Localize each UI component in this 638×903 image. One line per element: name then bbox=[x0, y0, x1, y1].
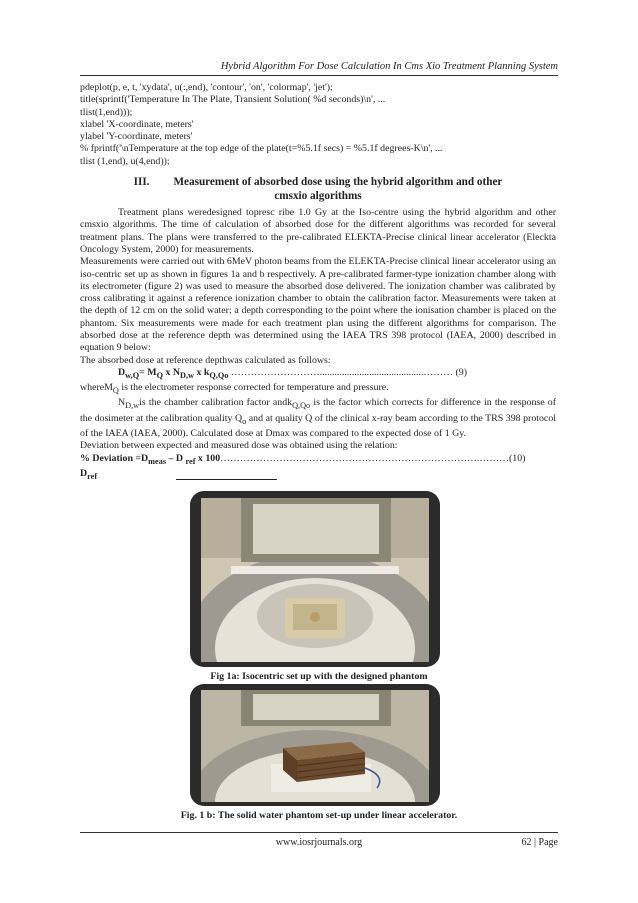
section-heading bbox=[80, 176, 556, 203]
section-title-line1: Measurement of absorbed dose using the hybrid algorithm and other bbox=[173, 176, 503, 189]
paragraph: Treatment plans weredesigned topresc ribe 1.0 Gy at the Iso-centre using the hybrid algorithm and other cmsxio algorithms. The time of calculation of absorbed dose for the different algorithms was recorded for several treatment plans. The plans were transferred to the pre-calibrated ELEKTA-Precise clinical linear accelerator (Eleckta Oncology System, 2000) for measurements. bbox=[80, 207, 556, 255]
paragraph: Measurements were carried out with 6MeV photon beams from the ELEKTA-Precise clinical linear accelerator using an iso-centric set up as shown in figures 1a and b respectively. A pre-calibrated farmer-type ionization chamber along with its electrometer (figure 2) was used to measure the absorbed dose delivered. The ionization chamber was calibrated by cross calibrating it against a reference ionization chamber to obtain the calibration factor. Measurements were taken at the depth of 12 cm on the solid water; a depth corresponding to the point where the ionisation chamber is placed on the phantom. Six measurements were made for each treatment plan using the different algorithms for comparison. The absorbed dose at the reference depth was determined using the IAEA TRS 398 protocol (IAEA, 2000) described in equation 9 below: bbox=[80, 256, 556, 354]
paragraph: The absorbed dose at reference depthwas calculated as follows: bbox=[80, 354, 331, 366]
running-header: Hybrid Algorithm For Dose Calculation In Cms Xio Treatment Planning System bbox=[220, 61, 558, 72]
section-number: III. bbox=[133, 176, 150, 189]
page-body bbox=[80, 82, 556, 483]
code-block bbox=[80, 82, 556, 168]
paragraph: Deviation between expected and measured dose was obtained using the relation: bbox=[80, 440, 398, 452]
equation-10-denominator: $D_{ref}$ bbox=[80, 468, 556, 483]
equation-number: (10) bbox=[508, 452, 526, 464]
section-title-line2: cmsxio algorithms bbox=[274, 189, 362, 202]
code-line: tlist (1,end), u(4,end)); bbox=[80, 155, 170, 167]
code-line: tlist(1,end))); bbox=[80, 106, 133, 118]
footer-rule bbox=[80, 832, 558, 833]
footer-url[interactable]: www.iosrjournals.org bbox=[275, 837, 363, 848]
paragraph: $N_{D,w}is$ the chamber calibration factor andk$_{Q,Qo}$ is the factor which corrects for difference in the response of the dosimeter at the calibration quality $Q_o$ and at quality Q of the clinical x-ray beam according to the TRS 398 protocol of the IAEA (IAEA, 2000). Calculated dose at Dmax was compared to the expected dose of 1 Gy. bbox=[80, 397, 557, 439]
equation-10: % Deviation $=D_{meas} - D$ $_{ref}$ x 100…………………………………………………………………….………(10) bbox=[80, 452, 526, 466]
equation-9: $D_{w,Q}= M_Q$ x $N_{D,w}$ x $k_{Q,Qo}$ ………………………..........................................……… (9) bbox=[118, 366, 468, 380]
page-number: 62 | Page bbox=[521, 837, 558, 848]
code-line: title(sprintf('Temperature In The Plate, Transient Solution( %d seconds)\n', ... bbox=[80, 94, 386, 106]
code-line: % fprintf('\nTemperature at the top edge of the plate(t=%5.1f secs) = %5.1f degrees-K\n', ... bbox=[80, 143, 443, 155]
code-line: pdeplot(p, e, t, 'xydata', u(:,end), 'contour', 'on', 'colormap', 'jet'); bbox=[80, 82, 333, 93]
figure-1b-photo bbox=[201, 690, 429, 802]
code-line: ylabel 'Y-coordinate, meters' bbox=[80, 131, 193, 143]
figure-1a-caption: Fig 1a: Isocentric set up with the designed phantom bbox=[210, 671, 428, 682]
header-rule bbox=[80, 75, 558, 76]
equation-number: (9) bbox=[455, 366, 468, 378]
paragraph: whereM$_Q$ is the electrometer response corrected for temperature and pressure. bbox=[80, 382, 389, 396]
figure-1b-caption: Fig. 1 b: The solid water phantom set-up under linear accelerator. bbox=[180, 810, 458, 821]
figure-1a-photo bbox=[201, 498, 429, 662]
code-line: xlabel 'X-coordinate, meters' bbox=[80, 118, 194, 130]
fraction-rule bbox=[176, 479, 277, 480]
